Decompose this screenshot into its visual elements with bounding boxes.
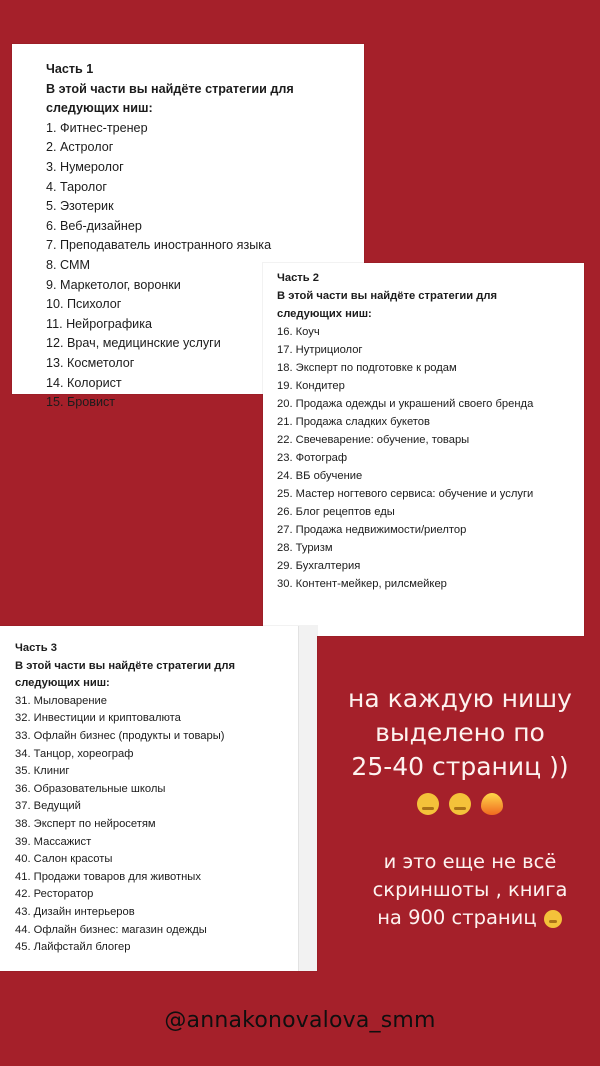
list-item: 36. Образовательные школы [15, 782, 166, 795]
list-item: 29. Бухгалтерия [277, 560, 361, 572]
list-item: 22. Свечеварение: обучение, товары [277, 434, 470, 446]
emoji-row [320, 786, 600, 820]
promo-line: скриншоты , книга [372, 878, 568, 901]
list-item: 21. Продажа сладких букетов [277, 416, 430, 428]
list-item: 2. Астролог [46, 140, 114, 155]
list-item: 30. Контент-мейкер, рилсмейкер [277, 578, 447, 590]
list-item: 33. Офлайн бизнес (продукты и товары) [15, 729, 225, 742]
list-item: 19. Кондитер [277, 380, 345, 392]
list-item: 37. Ведущий [15, 800, 81, 813]
part1-title: Часть 1 [46, 62, 94, 76]
list-item: 7. Преподаватель иностранного языка [46, 238, 272, 253]
list-item: 5. Эзотерик [46, 199, 114, 214]
part1-subtitle: В этой части вы найдёте стратегии для следующих ниш: [46, 81, 294, 116]
promo-line: на каждую нишу [348, 684, 572, 713]
list-item: 16. Коуч [277, 326, 320, 338]
list-item: 9. Маркетолог, воронки [46, 277, 181, 292]
list-item: 25. Мастер ногтевого сервиса: обучение и услуги [277, 488, 534, 500]
list-item: 13. Косметолог [46, 355, 135, 370]
part2-subtitle: В этой части вы найдёте стратегии для следующих ниш: [277, 290, 498, 320]
list-item: 1. Фитнес-тренер [46, 120, 148, 135]
list-item: 8. СММ [46, 257, 90, 272]
screenshot-card-part2 [263, 263, 584, 636]
list-item: 34. Танцор, хореограф [15, 747, 134, 760]
list-item: 17. Нутрициолог [277, 344, 363, 356]
list-item: 40. Салон красоты [15, 853, 113, 866]
promo-line: 25-40 страниц )) [351, 752, 569, 781]
list-item: 45. Лайфстайл блогер [15, 941, 131, 954]
list-item: 39. Массажист [15, 835, 92, 848]
list-item: 4. Таролог [46, 179, 107, 194]
list-item: 14. Колорист [46, 375, 122, 390]
face-peeking-icon [417, 793, 439, 815]
list-item: 44. Офлайн бизнес: магазин одежды [15, 923, 207, 936]
money-mouth-face-icon [449, 793, 471, 815]
part3-niche-list [15, 693, 313, 957]
list-item: 15. Бровист [46, 395, 116, 410]
list-item: 23. Фотограф [277, 452, 348, 464]
promo-book-note [340, 848, 600, 932]
part3-subtitle: В этой части вы найдёте стратегии для следующих ниш: [15, 659, 236, 690]
list-item: 31. Мыловарение [15, 694, 108, 707]
list-item: 42. Ресторатор [15, 888, 94, 901]
part2-niche-list [277, 323, 582, 593]
promo-line: выделено по [375, 718, 545, 747]
list-item: 12. Врач, медицинские услуги [46, 336, 221, 351]
promo-line [340, 904, 600, 932]
list-item: 41. Продажи товаров для животных [15, 870, 201, 883]
list-item: 27. Продажа недвижимости/риелтор [277, 524, 467, 536]
list-item: 24. ВБ обучение [277, 470, 363, 482]
list-item: 11. Нейрографика [46, 316, 153, 331]
list-item: 28. Туризм [277, 542, 333, 554]
list-item: 43. Дизайн интерьеров [15, 905, 135, 918]
promo-line-text: на 900 страниц [377, 906, 537, 929]
list-item: 6. Веб-дизайнер [46, 218, 142, 233]
promo-line: и это еще не всё [383, 850, 557, 873]
list-item: 32. Инвестиции и криптовалюта [15, 712, 181, 725]
list-item: 35. Клиниг [15, 765, 70, 778]
part3-title: Часть 3 [15, 642, 57, 654]
fire-icon [481, 793, 503, 815]
screenshot-card-part3 [0, 626, 317, 971]
list-item: 26. Блог рецептов еды [277, 506, 395, 518]
list-item: 38. Эксперт по нейросетям [15, 817, 156, 830]
author-handle[interactable]: @annakonovalova_smm [164, 1008, 436, 1033]
list-item: 18. Эксперт по подготовке к родам [277, 362, 457, 374]
list-item: 3. Нумеролог [46, 159, 124, 174]
list-item: 10. Психолог [46, 297, 122, 312]
promo-pages-per-niche [320, 682, 600, 820]
part2-title: Часть 2 [277, 272, 319, 284]
relieved-face-icon [544, 910, 562, 928]
list-item: 20. Продажа одежды и украшений своего бренда [277, 398, 534, 410]
